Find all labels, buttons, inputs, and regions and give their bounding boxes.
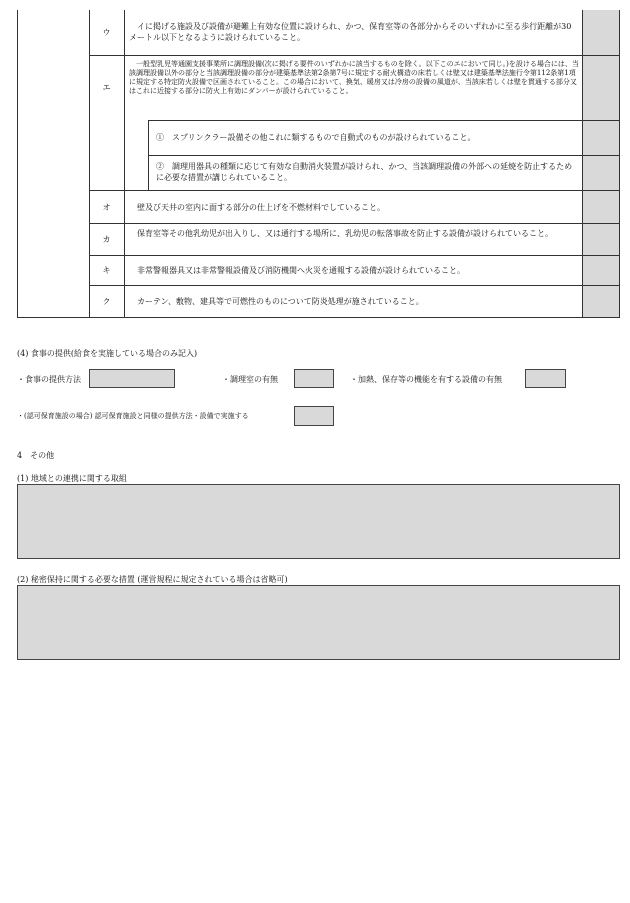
meal-method-field[interactable] <box>89 369 175 388</box>
equipment-field[interactable] <box>525 369 566 388</box>
row-label-o: オ <box>102 203 111 212</box>
row-label-u: ウ <box>102 28 111 37</box>
meal-method-label: ・食事の提供方法 <box>17 375 81 384</box>
row-text-o: 壁及び天井の室内に面する部分の仕上げを不燃材料でしていること。 <box>129 203 385 212</box>
kitchen-field[interactable] <box>294 369 334 388</box>
row-label-ka: カ <box>102 235 111 244</box>
privacy-heading: (2) 秘密保持に関する必要な措置 (運営規程に規定されている場合は省略可) <box>17 575 288 584</box>
privacy-field[interactable] <box>17 585 620 660</box>
check-cell-e1[interactable] <box>583 121 619 155</box>
row-subtext-e1: ① スプリンクラー設備その他これに類するもので自動式のものが設けられていること。 <box>156 133 476 142</box>
row-text-ku: カーテン、敷物、建具等で可燃性のものについて防炎処理が施されていること。 <box>129 297 424 306</box>
row-text-ki: 非常警報器具又は非常警報設備及び消防機関へ火災を通報する設備が設けられていること。 <box>129 266 465 275</box>
licensed-field[interactable] <box>294 406 334 426</box>
check-cell-ki[interactable] <box>583 256 619 285</box>
row-label-e: エ <box>102 83 111 92</box>
meal-heading: (4) 食事の提供(給食を実施している場合のみ記入) <box>17 349 198 358</box>
check-cell-ka[interactable] <box>583 224 619 255</box>
equipment-label: ・加熱、保存等の機能を有する設備の有無 <box>350 375 502 384</box>
local-field[interactable] <box>17 484 620 559</box>
row-text-e: 一般型乳児等通園支援事業所に調理設備(次に掲げる要件のいずれかに該当するものを除く。以下このエにおいて同じ。)を設ける場合には、当該調理設備以外の部分と当該調理設備の部分が建築基準法第2条第7号に規定する耐火構造の床若しくは壁又は建築基準法施行令第112条第1項に規定する特定防火設備で区画されていること。この場合において、換気、暖房又は冷房の設備の風道が、当該床若しくは壁を貫通する部分又はこれに近接する部分に防火上有効にダンパーが設けられていること。 <box>129 60 579 95</box>
licensed-label: ・(認可保育施設の場合) 認可保育施設と同様の提供方法・設備で実施する <box>17 412 249 420</box>
check-cell-u[interactable] <box>583 10 619 55</box>
row-subtext-e2: ② 調理用器具の種類に応じて有効な自動消火装置が設けられ、かつ、当該調理設備の外部への延焼を防止するために必要な措置が講じられていること。 <box>156 162 573 182</box>
check-cell-o[interactable] <box>583 191 619 223</box>
row-text-u: イに掲げる施設及び設備が避難上有効な位置に設けられ、かつ、保育室等の各部分からそのいずれかに至る歩行距離が30メートル以下となるように設けられていること。 <box>129 22 572 42</box>
row-label-ku: ク <box>102 297 111 306</box>
check-cell-e[interactable] <box>583 56 619 120</box>
other-heading: 4 その他 <box>17 451 55 460</box>
row-text-ka: 保育室等その他乳幼児が出入りし、又は通行する場所に、乳幼児の転落事故を防止する設備が設けられていること。 <box>129 229 553 238</box>
kitchen-label: ・調理室の有無 <box>222 375 278 384</box>
row-label-ki: キ <box>102 266 111 275</box>
check-cell-e2[interactable] <box>583 156 619 190</box>
check-cell-ku[interactable] <box>583 286 619 317</box>
local-heading: (1) 地域との連携に関する取組 <box>17 474 127 483</box>
